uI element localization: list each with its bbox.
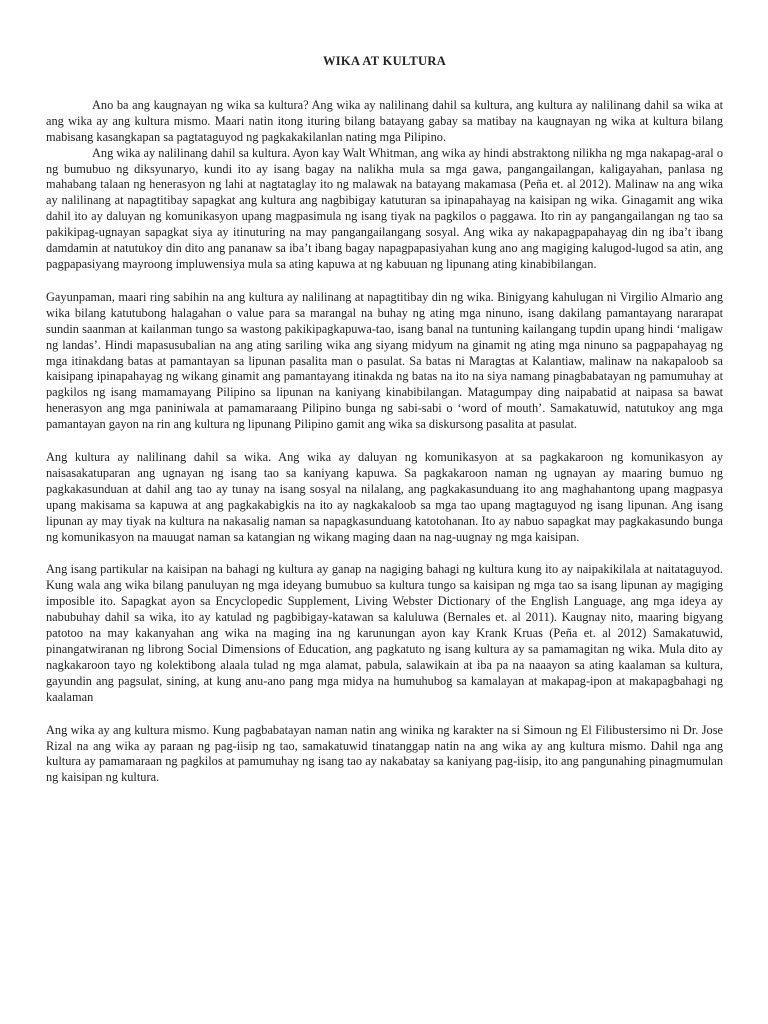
paragraph-wika-nalilinang: Ang wika ay nalilinang dahil sa kultura. Ayon kay Walt Whitman, ang wika ay hindi abstraktong nilikha ng mga nakapag-aral o ng bumubuo ng diksyunaryo, kundi ito ay isang bagay na nalikha mula sa mga gawa, pangangailangan, kaligayahan, panlasa ng mahabang talaan ng henerasyon ng lahi at nagtataglay ito ng malawak na batayang makamasa (Peña et. al 2012). Malinaw na ang wika ay nalilinang at napagtitibay sapagkat ang kultura ang nagbibigay katuturan sa ipinapahayag na kaisipan ng wika. Ginagamit ang wika dahil ito ay daluyan ng komunikasyon upang magpasimula ng isang tiyak na pagkilos o paggawa. Ito rin ay pangangailangan ng tao sa pakikipag-ugnayan sapagkat siya ay itinuturing na may pangangailangang sosyal. Ang wika ay nakapagpapahayag din ng iba’t ibang damdamin at natutukoy din dito ang pananaw sa iba’t ibang bagay napagpapasiyahan kung ano ang magiging kalugod-lugod sa atin, ang pagpapasiyang mayroong impluwensiya mula sa ating kapuwa at ng kabuuan ng lipunang ating kinabibilangan. xyxy=(46,145,723,271)
document-title: WIKA AT KULTURA xyxy=(322,54,447,68)
paragraph-kultura-nalilinang: Ang kultura ay nalilinang dahil sa wika. Ang wika ay daluyan ng komunikasyon at sa pagkakaroon ng komunikasyon ay naisasakatuparan ang ugnayan ng isang tao sa kaniyang kapuwa. Sa pagkakaroon naman ng ugnayan ay maaring bumuo ng pagkakasunduan at dahil ang tao ay tunay na isang sosyal na nilalang, ang pagkakasunduang ito ang maghahantong upang magpasya upang makisama sa kapuwa at ang pagkakabigkis na ito ay nagkakaloob sa mga tao upang magtaguyod ng isang lipunan. Ang isang lipunan ay may tiyak na kultura na nakasalig naman sa napagkasunduang katotohanan. Ito ay nabuo sapagkat may pagkakasundo bunga ng komunikasyon na mauugat naman sa katangian ng wikang maging daan na nag-uugnay ng mga kaisipan. xyxy=(46,450,723,544)
paragraph-kultura-mismo: Ang wika ay ang kultura mismo. Kung pagbabatayan naman natin ang winika ng karakter na si Simoun ng El Filibustersimo ni Dr. Jose Rizal na ang wika ay paraan ng pag-iisip ng tao, samakatuwid tinatanggap natin na ang wika ay ang kultura mismo. Dahil nga ang kultura ay pamamaraan ng pagkilos at pamumuhay ng isang tao ay nakabatay sa kaniyang pag-iisip, ito ang pangunahing pinagmumulan ng kaisipan ng kultura. xyxy=(46,722,723,785)
paragraph-intro: Ano ba ang kaugnayan ng wika sa kultura? Ang wika ay nalilinang dahil sa kultura, ang kultura ay nalilinang dahil sa wika at ang wika ay ang kultura mismo. Maari natin itong ituring bilang batayang gabay sa matibay na kaugnayan ng wika at kultura bilang mabisang kasangkapan sa pagtataguyod ng pagkakakilanlan nating mga Pilipino. xyxy=(46,97,723,144)
paragraph-gayunpaman: Gayunpaman, maari ring sabihin na ang kultura ay nalilinang at napagtitibay din ng wika. Binigyang kahulugan ni Virgilio Almario ang wika bilang katutubong halagahan o value para sa marangal na buhay ng ating mga ninuno, isang dakilang pamantayang nararapat sundin saanman at kailanman tungo sa wastong pakikipagkapuwa-tao, isang banal na tuntuning kailangang tupdin upang hindi ‘maligaw ng landas’. Hindi mapasusubalian na ang ating sariling wika ang siyang midyum na ginamit ng ating mga ninuno sa pagpapahayag ng mga itinakdang batas at pamantayan sa lipunan pasalita man o pasulat. Sa batas ni Maragtas at Kalantiaw, malinaw na nakapaloob sa kaisipang ipinapahayag ng wikang ginamit ang pamantayang itinakda ng batas na ito na siya namang pinagbabatayan ng pamumuhay at pagkilos ng isang mamamayang Pilipino sa lipunan na kaniyang kinabibilangan. Matagumpay ding naipabatid at naipasa sa bawat henerasyon ang mga paniniwala at pamamaraang Pilipino bunga ng sabi-sabi o ‘word of mouth’. Samakatuwid, natutukoy ang mga pamantayan gayon na rin ang kultura ng lipunang Pilipino gamit ang wika sa diskursong pasalita at pasulat. xyxy=(46,289,723,432)
paragraph-partikular-na-kaisipan: Ang isang partikular na kaisipan na bahagi ng kultura ay ganap na nagiging bahagi ng kultura kung ito ay naipakikilala at naitataguyod. Kung wala ang wika bilang panuluyan ng mga ideyang bumubuo sa kultura tungo sa kaisipan ng mga tao sa isang lipunan ay magiging imposible ito. Sapagkat ayon sa Encyclopedic Supplement, Living Webster Dictionary of the English Language, ang mga ideya ay nabubuhay dahil sa wika, ito ay katulad ng pagbibigay-katawan sa kaluluwa (Bernales et. al 2011). Kaugnay nito, maaring bigyang patotoo na may kakanyahan ang wika na maging ina ng karunungan ayon kay Krank Kruas (Peña et. al 2012) Samakatuwid, pinangatwiranan ng librong Social Dimensions of Education, ang pagkatuto ng isang kultura ay sa pamamagitan ng wika. Mula dito ay nagkakaroon tayo ng kolektibong alaala tulad ng mga alamat, pabula, salawikain at iba pa na naaayon sa ating kaalaman sa kultura, gayundin ang pagsulat, sining, at kung anu-ano pang mga midya na humuhubog sa kamalayan at makapag-ipon at makapagbahagi ng kaalaman xyxy=(46,562,723,704)
